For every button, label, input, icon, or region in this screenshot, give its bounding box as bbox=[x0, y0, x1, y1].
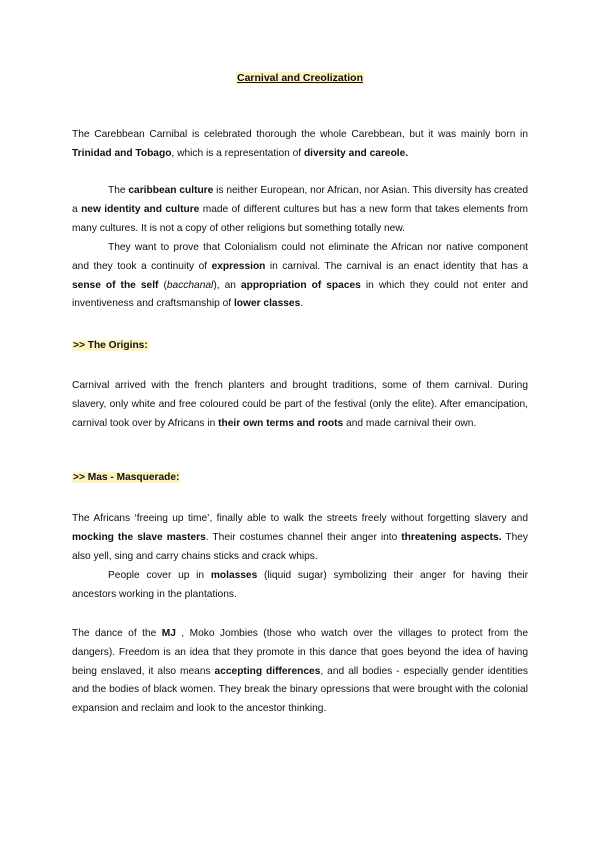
paragraph-intro: The Carebbean Carnibal is celebrated thorough the whole Carebbean, but it was mainly born in Trinidad and Tobago, which is a representation of diversity and careole. bbox=[72, 129, 528, 159]
paragraph-colonialism: They want to prove that Colonialism could not eliminate the African nor native component and they took a continuity of expression in carnival. The carnival is an enact identity that has a sense of the self (bacchanal), an appropriation of spaces in which they could not enter and inventiveness and craftsmanship of lower classes. bbox=[72, 242, 528, 310]
document-title: Carnival and Creolization bbox=[236, 72, 364, 84]
paragraph-masquerade: The Africans ‘freeing up time’, finally able to walk the streets freely without forgetting slavery and mocking the slave masters. Their costumes channel their anger into threatening aspects. They also yell, sing and carry chains sticks and crack whips. bbox=[72, 513, 529, 562]
paragraph-caribbean-culture: The caribbean culture is neither European, nor African, nor Asian. This diversity has created a new identity and culture made of different cultures but has a new form that takes elements from many cultures. It is not a copy of other religions but something totally new. bbox=[72, 185, 529, 234]
paragraph-origins: Carnival arrived with the french planters and brought traditions, some of them carnival. During slavery, only white and free coloured could be part of the festival (only the elite). After emancipation, carnival took over by Africans in their own terms and roots and made carnival their own. bbox=[72, 380, 528, 429]
heading-origins: >> The Origins: bbox=[73, 340, 148, 351]
paragraph-molasses: People cover up in molasses (liquid sugar) symbolizing their anger for having their ancestors working in the plantations. bbox=[72, 570, 528, 600]
paragraph-moko-jombies: The dance of the MJ , Moko Jombies (those who watch over the villages to protect from the dangers). Freedom is an idea that they promote in this dance that goes beyond the idea of having being enslaved, it also means accepting differences, and all bodies - especially gender identities and the bodies of black women. They break the binary opressions that were brought with the colonial expansion and reclaim and look to the ancestor thinking. bbox=[72, 628, 528, 715]
heading-masquerade: >> Mas - Masquerade: bbox=[73, 472, 180, 483]
